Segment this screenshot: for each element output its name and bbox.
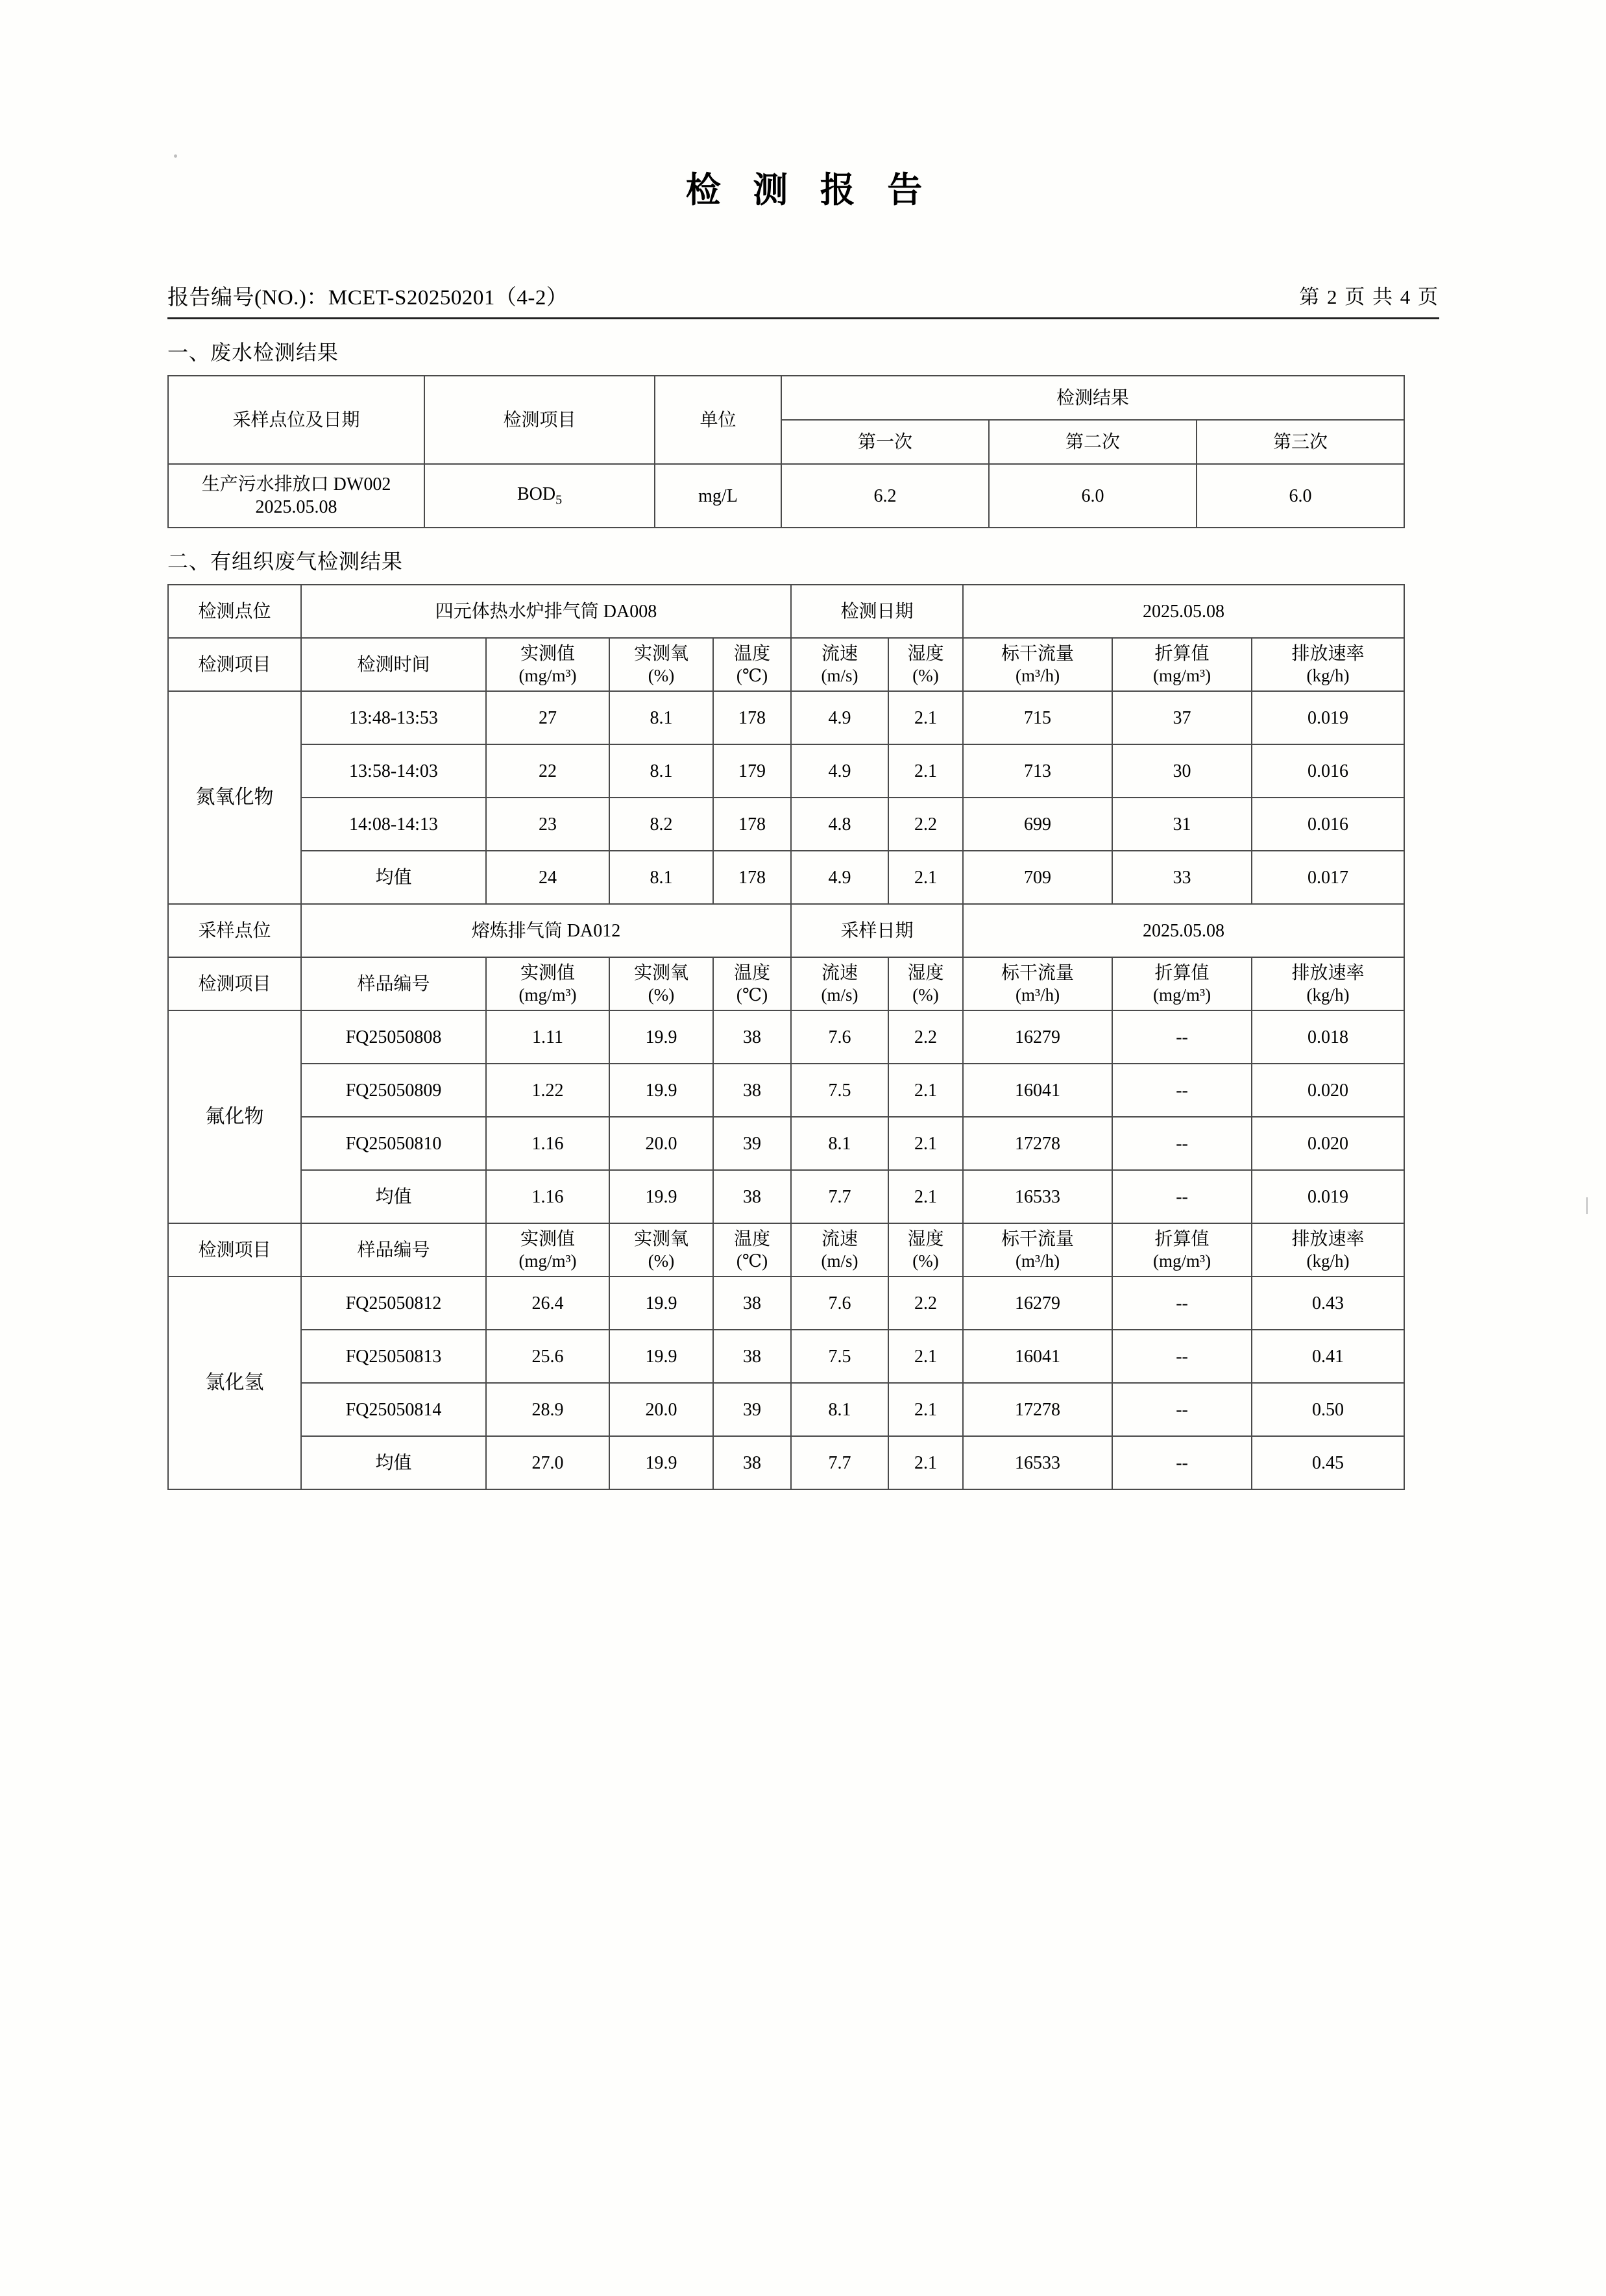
unit: (%) — [912, 984, 939, 1005]
item-subscript: 5 — [555, 493, 563, 507]
block3-col-humidity — [888, 1223, 963, 1276]
cell-measured: 1.11 — [486, 1010, 609, 1064]
unit: (%) — [648, 1251, 675, 1271]
block3-column-header-row — [168, 1223, 1404, 1276]
block2-point-value: 熔炼排气筒 DA012 — [301, 904, 791, 957]
cell-velocity: 7.6 — [791, 1010, 888, 1064]
header-first: 第一次 — [781, 420, 989, 464]
cell-humidity: 2.1 — [888, 1064, 963, 1117]
block3-col-measured — [486, 1223, 609, 1276]
table-row — [168, 1117, 1404, 1170]
wastewater-results-table — [167, 375, 1405, 528]
table-row — [168, 1064, 1404, 1117]
report-number-value: MCET-S20250201（4-2） — [328, 286, 568, 310]
cell-oxygen: 19.9 — [609, 1276, 713, 1330]
cell-oxygen: 19.9 — [609, 1010, 713, 1064]
block2-col-humidity — [888, 957, 963, 1010]
cell-sample: FQ25050810 — [301, 1117, 486, 1170]
cell-measured: 22 — [486, 744, 609, 798]
block1-col-temp — [713, 638, 791, 691]
label: 排放速率 — [1291, 643, 1365, 664]
cell-third: 6.0 — [1197, 464, 1404, 528]
label: 温度 — [734, 643, 771, 664]
label: 温度 — [734, 962, 771, 983]
cell-velocity: 4.9 — [791, 691, 888, 744]
cell-measured: 27.0 — [486, 1436, 609, 1489]
block3-item-name: 氯化氢 — [168, 1276, 301, 1489]
unit: (m/s) — [821, 984, 858, 1005]
cell-flow: 713 — [963, 744, 1112, 798]
cell-oxygen: 20.0 — [609, 1117, 713, 1170]
cell-flow: 16533 — [963, 1436, 1112, 1489]
cell-rate: 0.41 — [1252, 1330, 1404, 1383]
cell-converted: 31 — [1112, 798, 1252, 851]
cell-velocity: 4.8 — [791, 798, 888, 851]
report-header — [167, 280, 1439, 319]
cell-flow: 17278 — [963, 1383, 1112, 1436]
block2-column-header-row — [168, 957, 1404, 1010]
label: 折算值 — [1154, 643, 1210, 664]
page-title: 检 测 报 告 — [685, 171, 934, 210]
unit: (%) — [912, 665, 939, 685]
cell-temp: 178 — [713, 851, 791, 904]
block1-col-measured — [486, 638, 609, 691]
header-unit: 单位 — [655, 376, 781, 464]
header-third: 第三次 — [1197, 420, 1404, 464]
cell-oxygen: 19.9 — [609, 1064, 713, 1117]
header-point-date: 采样点位及日期 — [168, 376, 424, 464]
block2-col-converted — [1112, 957, 1252, 1010]
unit: (℃) — [736, 984, 768, 1005]
label: 标干流量 — [1001, 962, 1075, 983]
block3-col-velocity — [791, 1223, 888, 1276]
cell-humidity: 2.1 — [888, 691, 963, 744]
cell-converted: -- — [1112, 1170, 1252, 1223]
cell-flow: 709 — [963, 851, 1112, 904]
label: 流速 — [821, 962, 858, 983]
scan-artifact-dot — [174, 154, 177, 158]
cell-sample: FQ25050809 — [301, 1064, 486, 1117]
label: 标干流量 — [1001, 643, 1075, 664]
cell-oxygen: 20.0 — [609, 1383, 713, 1436]
cell-velocity: 7.5 — [791, 1064, 888, 1117]
block3-col-item: 检测项目 — [168, 1223, 301, 1276]
cell-velocity: 4.9 — [791, 744, 888, 798]
cell-humidity: 2.1 — [888, 1436, 963, 1489]
block1-date-value: 2025.05.08 — [963, 585, 1404, 638]
label: 流速 — [821, 1228, 858, 1249]
table-row — [168, 1330, 1404, 1383]
label: 湿度 — [907, 1228, 944, 1249]
cell-sample: 均值 — [301, 1436, 486, 1489]
header-results: 检测结果 — [781, 376, 1404, 420]
cell-measured: 1.22 — [486, 1064, 609, 1117]
cell-measured: 28.9 — [486, 1383, 609, 1436]
cell-unit: mg/L — [655, 464, 781, 528]
table-row — [168, 1383, 1404, 1436]
report-number-label: 报告编号(NO.)： — [167, 286, 328, 310]
cell-converted: 33 — [1112, 851, 1252, 904]
table-row — [168, 1010, 1404, 1064]
section-2-heading: 二、有组织废气检测结果 — [167, 550, 404, 573]
block3-col-flow — [963, 1223, 1112, 1276]
unit: (℃) — [736, 665, 768, 685]
cell-flow: 16279 — [963, 1010, 1112, 1064]
section-1-heading: 一、废水检测结果 — [167, 341, 339, 364]
label: 实测氧 — [633, 643, 688, 664]
block2-item-name: 氟化物 — [168, 1010, 301, 1223]
cell-measured: 23 — [486, 798, 609, 851]
cell-rate: 0.019 — [1252, 1170, 1404, 1223]
cell-rate: 0.020 — [1252, 1117, 1404, 1170]
block1-col-oxygen — [609, 638, 713, 691]
unit: (mg/m³) — [1152, 665, 1211, 685]
cell-temp: 178 — [713, 798, 791, 851]
cell-converted: -- — [1112, 1276, 1252, 1330]
label: 标干流量 — [1001, 1228, 1075, 1249]
item-name: BOD — [517, 484, 556, 505]
block1-col-converted — [1112, 638, 1252, 691]
label: 实测值 — [520, 643, 575, 664]
unit: (mg/m³) — [1152, 984, 1211, 1005]
label: 湿度 — [907, 962, 944, 983]
organized-emission-table — [167, 584, 1405, 1490]
cell-sample: FQ25050812 — [301, 1276, 486, 1330]
cell-sample: FQ25050813 — [301, 1330, 486, 1383]
unit: (kg/h) — [1306, 1251, 1350, 1271]
cell-velocity: 8.1 — [791, 1117, 888, 1170]
unit: (mg/m³) — [518, 665, 577, 685]
cell-rate: 0.018 — [1252, 1010, 1404, 1064]
cell-oxygen: 19.9 — [609, 1170, 713, 1223]
cell-point-date — [168, 464, 424, 528]
cell-time: 13:48-13:53 — [301, 691, 486, 744]
block3-col-sample: 样品编号 — [301, 1223, 486, 1276]
label: 实测值 — [520, 962, 575, 983]
cell-sample: FQ25050808 — [301, 1010, 486, 1064]
cell-oxygen: 8.1 — [609, 851, 713, 904]
cell-measured: 24 — [486, 851, 609, 904]
table-row-average — [168, 1436, 1404, 1489]
block1-col-item: 检测项目 — [168, 638, 301, 691]
cell-humidity: 2.1 — [888, 1170, 963, 1223]
block3-col-oxygen — [609, 1223, 713, 1276]
cell-rate: 0.43 — [1252, 1276, 1404, 1330]
cell-oxygen: 8.2 — [609, 798, 713, 851]
cell-temp: 178 — [713, 691, 791, 744]
block1-column-header-row — [168, 638, 1404, 691]
cell-velocity: 7.6 — [791, 1276, 888, 1330]
unit: (kg/h) — [1306, 984, 1350, 1005]
cell-sample: 均值 — [301, 1170, 486, 1223]
block1-point-value: 四元体热水炉排气筒 DA008 — [301, 585, 791, 638]
block2-col-temp — [713, 957, 791, 1010]
block2-col-velocity — [791, 957, 888, 1010]
cell-velocity: 7.7 — [791, 1170, 888, 1223]
cell-humidity: 2.1 — [888, 744, 963, 798]
cell-flow: 16041 — [963, 1064, 1112, 1117]
block1-date-label: 检测日期 — [791, 585, 963, 638]
cell-temp: 179 — [713, 744, 791, 798]
page-number: 第 2 页 共 4 页 — [1299, 286, 1439, 308]
cell-measured: 25.6 — [486, 1330, 609, 1383]
cell-converted: -- — [1112, 1330, 1252, 1383]
block3-col-converted — [1112, 1223, 1252, 1276]
cell-measured: 1.16 — [486, 1170, 609, 1223]
cell-temp: 39 — [713, 1383, 791, 1436]
block2-col-oxygen — [609, 957, 713, 1010]
block1-col-velocity — [791, 638, 888, 691]
report-number — [167, 280, 568, 311]
cell-oxygen: 19.9 — [609, 1330, 713, 1383]
block2-col-item: 检测项目 — [168, 957, 301, 1010]
cell-oxygen: 19.9 — [609, 1436, 713, 1489]
block3-col-temp — [713, 1223, 791, 1276]
unit: (m/s) — [821, 665, 858, 685]
cell-humidity: 2.2 — [888, 1276, 963, 1330]
cell-time: 均值 — [301, 851, 486, 904]
cell-converted: 30 — [1112, 744, 1252, 798]
table-row-average — [168, 851, 1404, 904]
cell-temp: 38 — [713, 1010, 791, 1064]
scan-edge-mark — [1586, 1197, 1588, 1214]
table-row — [168, 464, 1404, 528]
block2-col-flow — [963, 957, 1112, 1010]
cell-time: 14:08-14:13 — [301, 798, 486, 851]
cell-temp: 39 — [713, 1117, 791, 1170]
cell-flow: 17278 — [963, 1117, 1112, 1170]
cell-temp: 38 — [713, 1436, 791, 1489]
cell-velocity: 4.9 — [791, 851, 888, 904]
cell-velocity: 7.5 — [791, 1330, 888, 1383]
cell-rate: 0.020 — [1252, 1064, 1404, 1117]
cell-temp: 38 — [713, 1170, 791, 1223]
cell-rate: 0.016 — [1252, 798, 1404, 851]
unit: (%) — [648, 665, 675, 685]
cell-flow: 16279 — [963, 1276, 1112, 1330]
cell-temp: 38 — [713, 1064, 791, 1117]
block1-col-flow — [963, 638, 1112, 691]
unit: (mg/m³) — [518, 984, 577, 1005]
cell-velocity: 8.1 — [791, 1383, 888, 1436]
cell-rate: 0.017 — [1252, 851, 1404, 904]
cell-rate: 0.016 — [1252, 744, 1404, 798]
label: 实测氧 — [633, 962, 688, 983]
label: 实测值 — [520, 1228, 575, 1249]
block1-col-humidity — [888, 638, 963, 691]
cell-converted: -- — [1112, 1117, 1252, 1170]
cell-flow: 715 — [963, 691, 1112, 744]
label: 实测氧 — [633, 1228, 688, 1249]
unit: (%) — [912, 1251, 939, 1271]
cell-humidity: 2.2 — [888, 798, 963, 851]
unit: (m³/h) — [1015, 1251, 1060, 1271]
label: 流速 — [821, 643, 858, 664]
unit: (mg/m³) — [518, 1251, 577, 1271]
block1-point-row — [168, 585, 1404, 638]
block1-col-time: 检测时间 — [301, 638, 486, 691]
unit: (m³/h) — [1015, 665, 1060, 685]
cell-time: 13:58-14:03 — [301, 744, 486, 798]
cell-flow: 16533 — [963, 1170, 1112, 1223]
cell-flow: 699 — [963, 798, 1112, 851]
block1-item-name: 氮氧化物 — [168, 691, 301, 904]
cell-measured: 1.16 — [486, 1117, 609, 1170]
cell-measured: 27 — [486, 691, 609, 744]
cell-humidity: 2.2 — [888, 1010, 963, 1064]
label: 排放速率 — [1291, 962, 1365, 983]
cell-converted: 37 — [1112, 691, 1252, 744]
table-row — [168, 798, 1404, 851]
unit: (m/s) — [821, 1251, 858, 1271]
unit: (kg/h) — [1306, 665, 1350, 685]
point-date: 2025.05.08 — [255, 497, 337, 517]
cell-converted: -- — [1112, 1010, 1252, 1064]
cell-oxygen: 8.1 — [609, 744, 713, 798]
header-item: 检测项目 — [424, 376, 655, 464]
cell-converted: -- — [1112, 1064, 1252, 1117]
cell-converted: -- — [1112, 1436, 1252, 1489]
cell-temp: 38 — [713, 1276, 791, 1330]
cell-rate: 0.019 — [1252, 691, 1404, 744]
cell-sample: FQ25050814 — [301, 1383, 486, 1436]
unit: (℃) — [736, 1251, 768, 1271]
unit: (%) — [648, 984, 675, 1005]
cell-second: 6.0 — [989, 464, 1197, 528]
label: 湿度 — [907, 643, 944, 664]
cell-rate: 0.45 — [1252, 1436, 1404, 1489]
header-second: 第二次 — [989, 420, 1197, 464]
block2-point-row — [168, 904, 1404, 957]
cell-humidity: 2.1 — [888, 1330, 963, 1383]
block2-date-value: 2025.05.08 — [963, 904, 1404, 957]
table-header-row — [168, 376, 1404, 420]
cell-item — [424, 464, 655, 528]
block2-date-label: 采样日期 — [791, 904, 963, 957]
block1-col-rate — [1252, 638, 1404, 691]
cell-humidity: 2.1 — [888, 851, 963, 904]
cell-converted: -- — [1112, 1383, 1252, 1436]
unit: (m³/h) — [1015, 984, 1060, 1005]
cell-flow: 16041 — [963, 1330, 1112, 1383]
page-content — [167, 162, 1439, 1490]
cell-humidity: 2.1 — [888, 1117, 963, 1170]
cell-measured: 26.4 — [486, 1276, 609, 1330]
table-row — [168, 744, 1404, 798]
cell-velocity: 7.7 — [791, 1436, 888, 1489]
label: 排放速率 — [1291, 1228, 1365, 1249]
cell-rate: 0.50 — [1252, 1383, 1404, 1436]
block2-col-rate — [1252, 957, 1404, 1010]
unit: (mg/m³) — [1152, 1251, 1211, 1271]
label: 折算值 — [1154, 962, 1210, 983]
cell-humidity: 2.1 — [888, 1383, 963, 1436]
block2-point-label: 采样点位 — [168, 904, 301, 957]
block3-col-rate — [1252, 1223, 1404, 1276]
block2-col-measured — [486, 957, 609, 1010]
table-row — [168, 1276, 1404, 1330]
table-row-average — [168, 1170, 1404, 1223]
label: 折算值 — [1154, 1228, 1210, 1249]
point-name: 生产污水排放口 DW002 — [201, 474, 391, 495]
label: 温度 — [734, 1228, 771, 1249]
block1-point-label: 检测点位 — [168, 585, 301, 638]
table-row — [168, 691, 1404, 744]
cell-temp: 38 — [713, 1330, 791, 1383]
cell-oxygen: 8.1 — [609, 691, 713, 744]
cell-first: 6.2 — [781, 464, 989, 528]
block2-col-sample: 样品编号 — [301, 957, 486, 1010]
